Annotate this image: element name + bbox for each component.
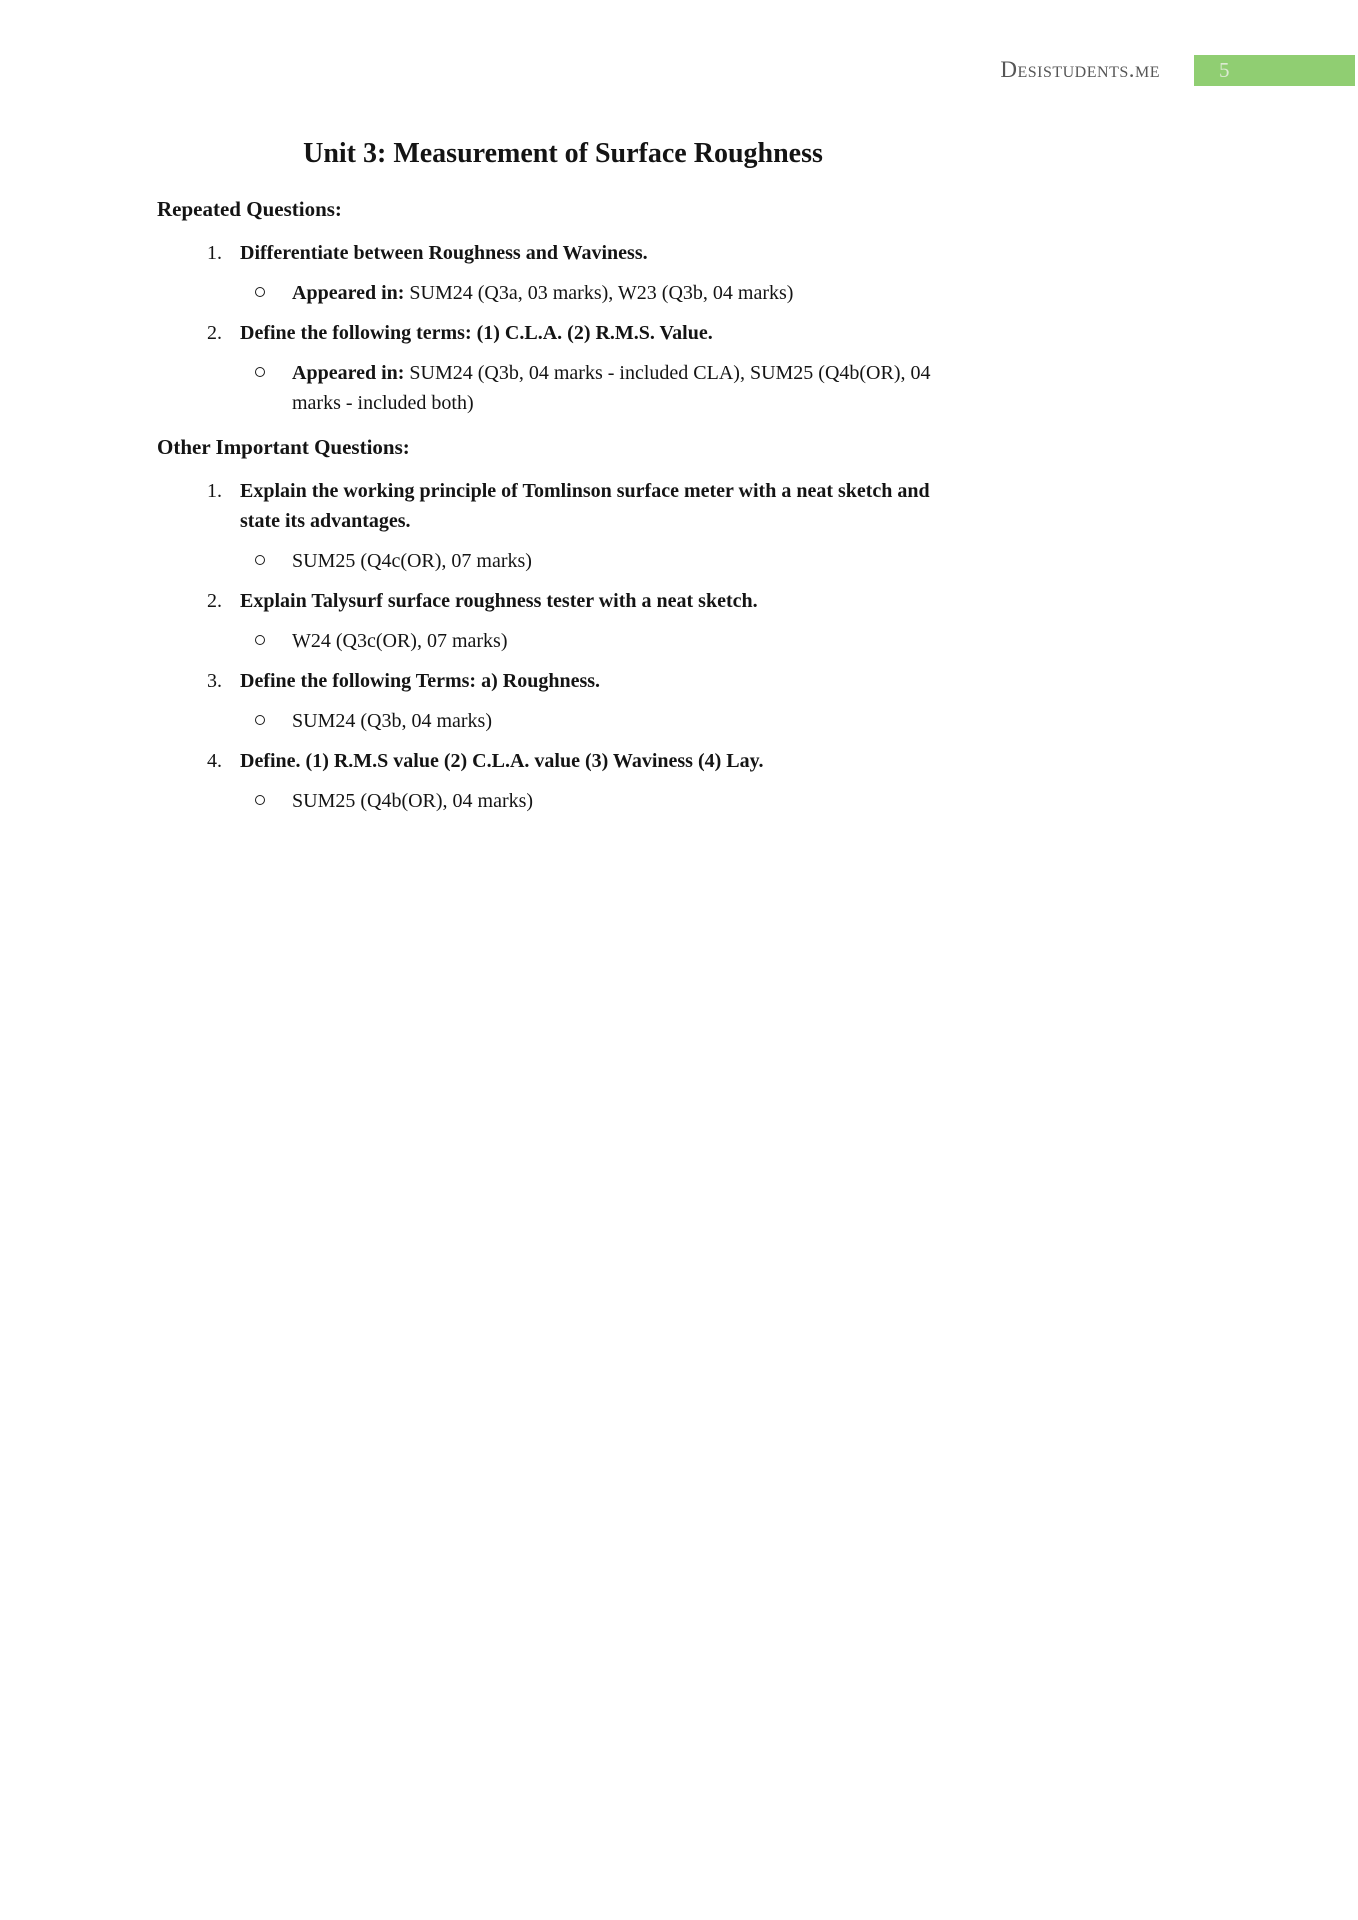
note-text: SUM24 (Q3b, 04 marks) xyxy=(292,710,492,732)
section-heading: Repeated Questions: xyxy=(157,197,342,221)
question-row xyxy=(207,586,969,616)
question-row xyxy=(207,238,969,268)
question-number: 2. xyxy=(207,590,222,612)
note-text: Appeared in: SUM24 (Q3b, 04 marks - included CLA), SUM25 (Q4b(OR), 04 marks - included both) xyxy=(292,362,931,414)
note-text: Appeared in: SUM24 (Q3a, 03 marks), W23 (Q3b, 04 marks) xyxy=(292,282,794,304)
note-text: W24 (Q3c(OR), 07 marks) xyxy=(292,630,508,652)
note-row xyxy=(255,786,969,816)
question-item xyxy=(157,586,969,656)
question-text: Define the following terms: (1) C.L.A. (2) R.M.S. Value. xyxy=(240,322,713,344)
note-row xyxy=(255,706,969,736)
section-heading: Other Important Questions: xyxy=(157,435,410,459)
section-repeated-questions xyxy=(157,194,969,418)
question-item xyxy=(157,746,969,816)
document-content xyxy=(157,136,969,826)
question-item xyxy=(157,666,969,736)
page-number-badge xyxy=(1194,55,1355,86)
section-other-important-questions xyxy=(157,432,969,816)
page-title: Unit 3: Measurement of Surface Roughness xyxy=(303,138,823,169)
note-row xyxy=(255,546,969,576)
note-text: SUM25 (Q4b(OR), 04 marks) xyxy=(292,790,534,812)
question-item xyxy=(157,476,969,576)
page-header xyxy=(1000,54,1358,86)
question-text: Explain the working principle of Tomlinson surface meter with a neat sketch and state its advantages. xyxy=(240,480,930,532)
question-text: Define. (1) R.M.S value (2) C.L.A. value (3) Waviness (4) Lay. xyxy=(240,750,764,772)
question-number: 1. xyxy=(207,242,222,264)
question-row xyxy=(207,746,969,776)
question-text: Explain Talysurf surface roughness tester with a neat sketch. xyxy=(240,590,758,612)
circle-bullet-icon xyxy=(255,555,265,565)
circle-bullet-icon xyxy=(255,795,265,805)
circle-bullet-icon xyxy=(255,367,265,377)
note-row xyxy=(255,358,969,418)
question-row xyxy=(207,666,969,696)
question-number: 1. xyxy=(207,480,222,502)
page-number: 5 xyxy=(1219,57,1230,82)
question-row xyxy=(207,318,969,348)
note-text: SUM25 (Q4c(OR), 07 marks) xyxy=(292,550,532,572)
question-number: 3. xyxy=(207,670,222,692)
question-item xyxy=(157,318,969,418)
question-number: 2. xyxy=(207,322,222,344)
question-number: 4. xyxy=(207,750,222,772)
question-text: Differentiate between Roughness and Waviness. xyxy=(240,242,648,264)
question-text: Define the following Terms: a) Roughness. xyxy=(240,670,601,692)
note-row xyxy=(255,278,969,308)
note-row xyxy=(255,626,969,656)
question-item xyxy=(157,238,969,308)
circle-bullet-icon xyxy=(255,715,265,725)
question-row xyxy=(207,476,969,536)
circle-bullet-icon xyxy=(255,287,265,297)
circle-bullet-icon xyxy=(255,635,265,645)
site-name: Desistudents.me xyxy=(1000,57,1160,82)
